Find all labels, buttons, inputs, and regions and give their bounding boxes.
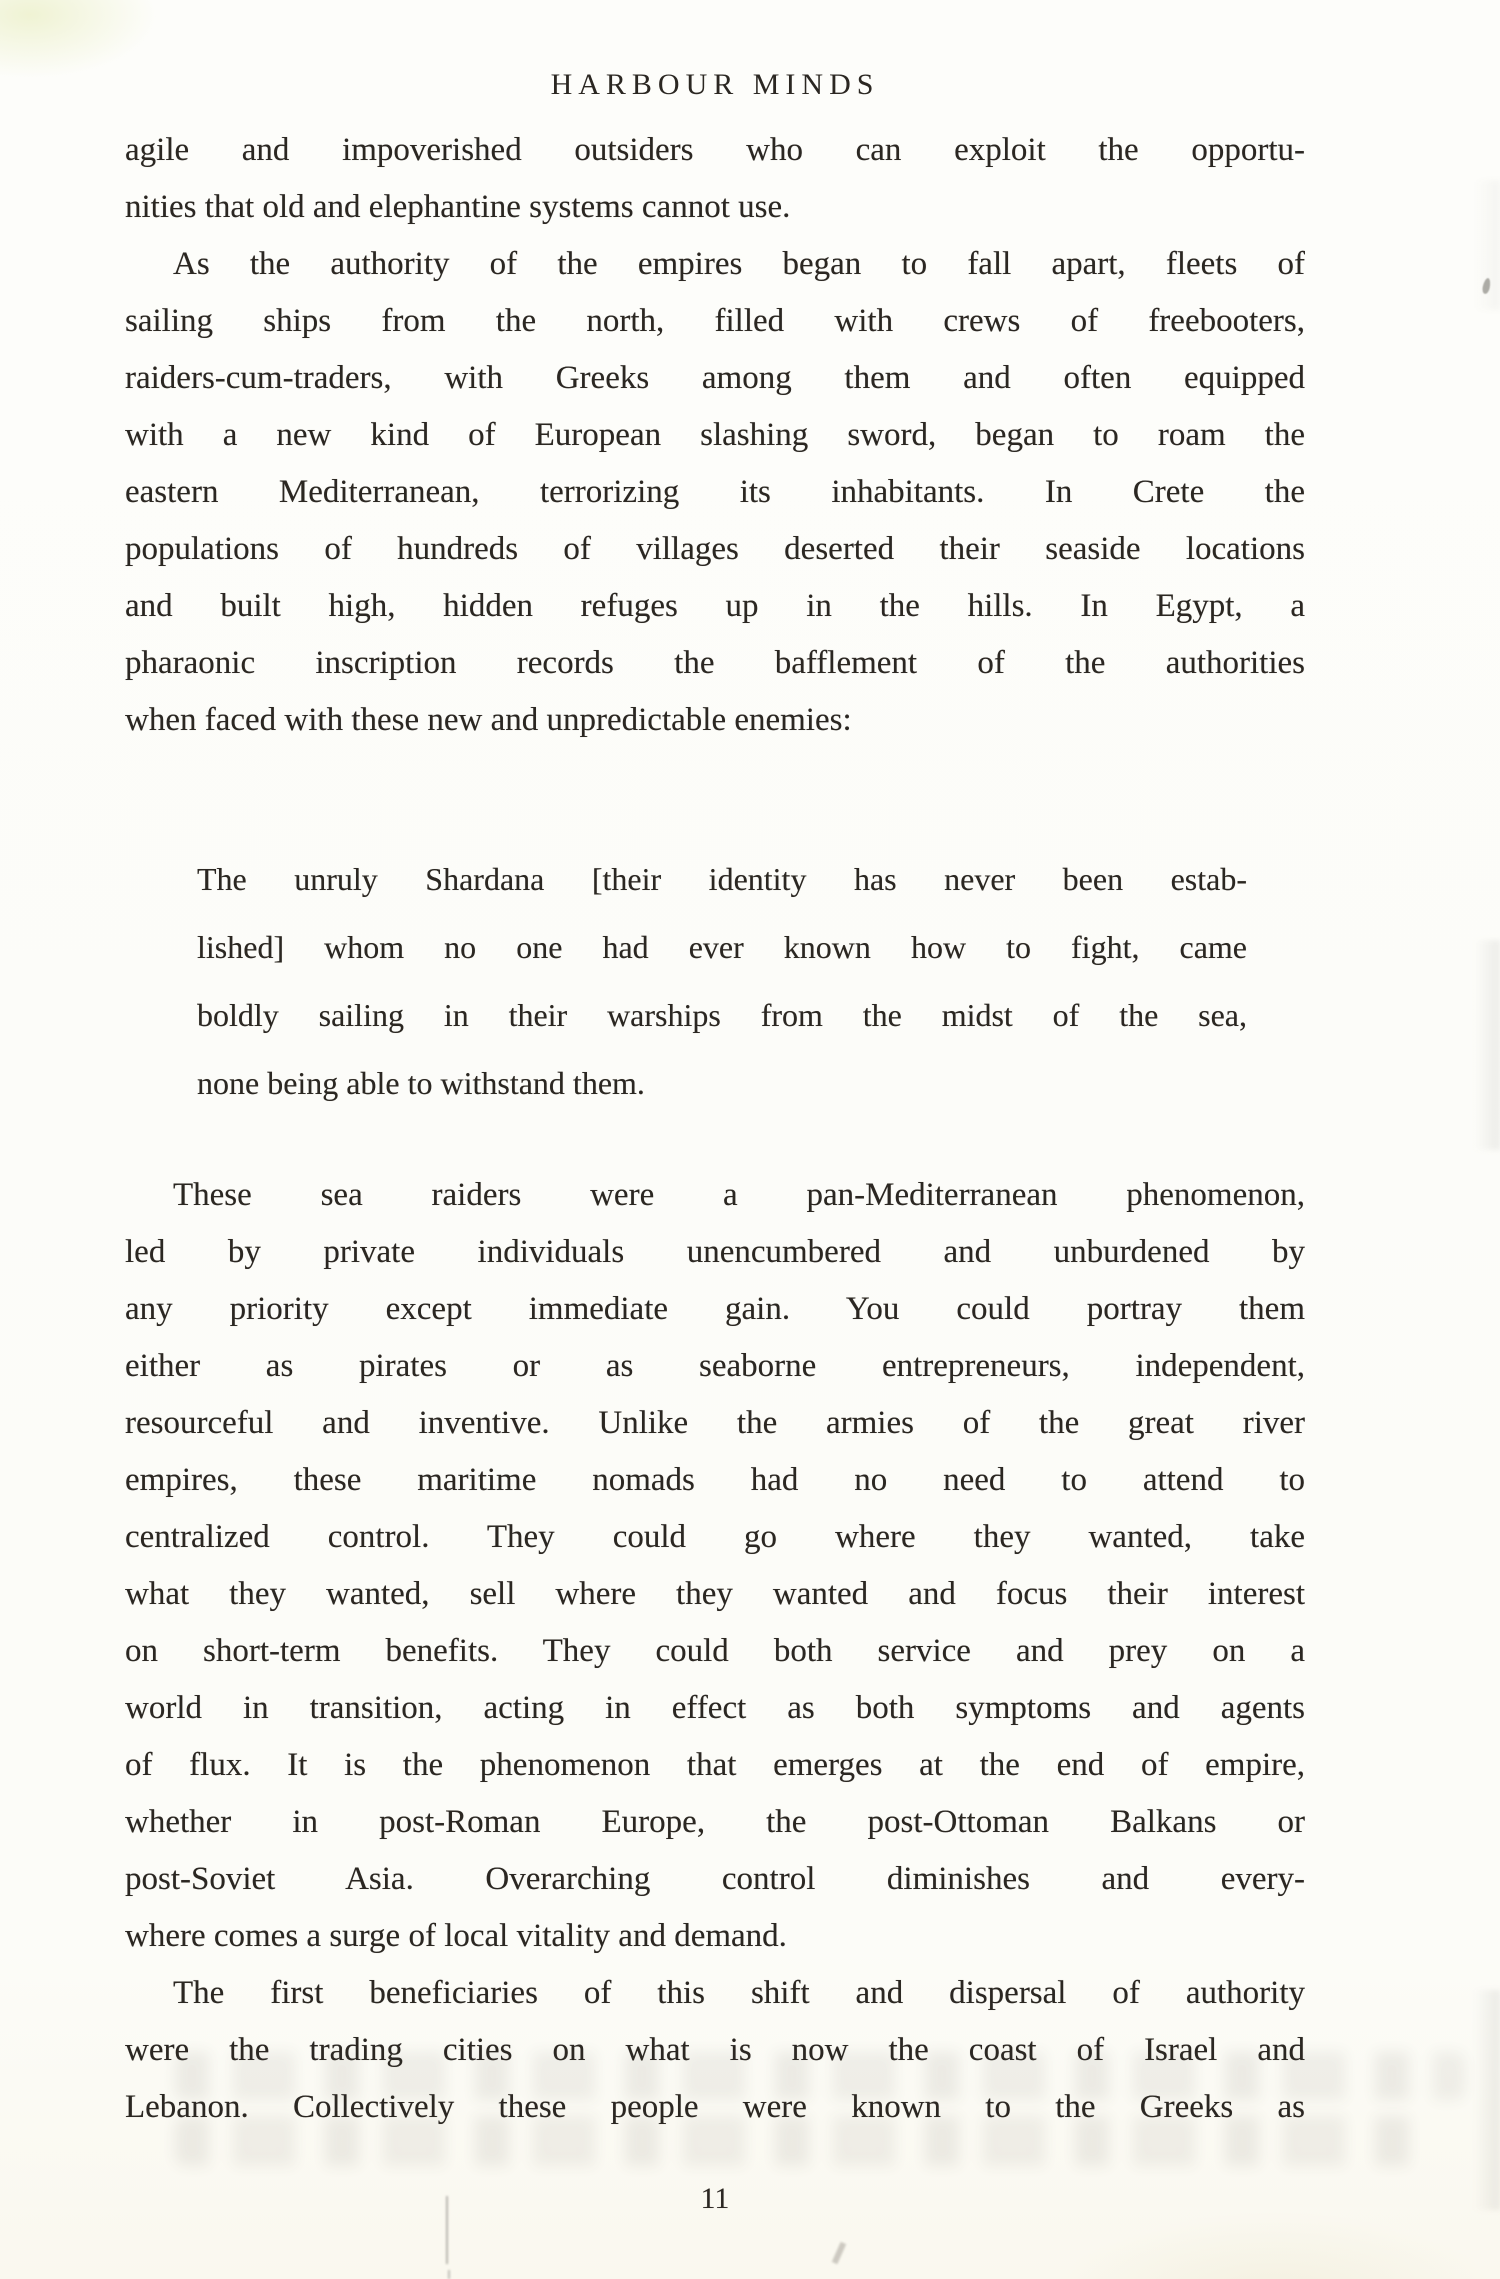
text-line: led by private individuals unencumbered and unburdened by <box>125 1234 1305 1270</box>
text-line: nities that old and elephantine systems cannot use. <box>125 189 791 225</box>
paragraph <box>125 236 1305 749</box>
text-line: These sea raiders were a pan-Mediterranean phenomenon, <box>173 1177 1305 1213</box>
text-line: resourceful and inventive. Unlike the armies of the great river <box>125 1405 1305 1441</box>
text-line: empires, these maritime nomads had no need to attend to <box>125 1462 1305 1498</box>
quote-line: none being able to withstand them. <box>197 1065 645 1101</box>
quote-line: boldly sailing in their warships from the midst of the sea, <box>197 997 1247 1033</box>
page-number: 11 <box>700 2182 730 2215</box>
text-line: world in transition, acting in effect as both symptoms and agents <box>125 1690 1305 1726</box>
scan-smudge <box>832 2242 846 2265</box>
text-line: As the authority of the empires began to fall apart, fleets of <box>173 246 1305 282</box>
text-line: with a new kind of European slashing sword, began to roam the <box>125 417 1305 453</box>
text-line: eastern Mediterranean, terrorizing its inhabitants. In Crete the <box>125 474 1305 510</box>
text-line: any priority except immediate gain. You could portray them <box>125 1291 1305 1327</box>
text-line: populations of hundreds of villages deserted their seaside locations <box>125 531 1305 567</box>
text-line: when faced with these new and unpredictable enemies: <box>125 702 852 738</box>
text-line: and built high, hidden refuges up in the hills. In Egypt, a <box>125 588 1305 624</box>
paragraph <box>125 1167 1305 1965</box>
text-line: raiders-cum-traders, with Greeks among them and often equipped <box>125 360 1305 396</box>
text-line: The first beneficiaries of this shift and dispersal of authority <box>173 1975 1305 2011</box>
running-header: HARBOUR MINDS <box>550 68 880 101</box>
text-line: were the trading cities on what is now the coast of Israel and <box>125 2032 1305 2068</box>
text-line: Lebanon. Collectively these people were known to the Greeks as <box>125 2089 1305 2125</box>
text-line: what they wanted, sell where they wanted and focus their interest <box>125 1576 1305 1612</box>
bleed-through-text <box>175 2116 1415 2166</box>
text-line: of flux. It is the phenomenon that emerges at the end of empire, <box>125 1747 1305 1783</box>
text-line: post-Soviet Asia. Overarching control diminishes and every- <box>125 1861 1305 1897</box>
scan-crease-mark <box>446 2196 448 2264</box>
scan-shadow-right-upper <box>1474 940 1500 1150</box>
text-line: agile and impoverished outsiders who can exploit the opportu- <box>125 132 1305 168</box>
text-line: where comes a surge of local vitality and demand. <box>125 1918 787 1954</box>
quote-line: The unruly Shardana [their identity has never been estab- <box>197 861 1247 897</box>
text-line: pharaonic inscription records the bafflement of the authorities <box>125 645 1305 681</box>
text-line: whether in post-Roman Europe, the post-Ottoman Balkans or <box>125 1804 1305 1840</box>
body-text <box>125 122 1305 2136</box>
scan-shadow-right-lower <box>1474 1990 1500 2210</box>
text-line: sailing ships from the north, filled with crews of freebooters, <box>125 303 1305 339</box>
paragraph <box>125 122 1305 236</box>
quote-line: lished] whom no one had ever known how to fight, came <box>197 929 1247 965</box>
bleed-through-text <box>175 2052 1465 2100</box>
text-line: either as pirates or as seaborne entrepreneurs, independent, <box>125 1348 1305 1384</box>
scan-crease-mark <box>448 2270 450 2279</box>
paragraph <box>125 1965 1305 2136</box>
text-line: on short-term benefits. They could both service and prey on a <box>125 1633 1305 1669</box>
text-line: centralized control. They could go where they wanted, take <box>125 1519 1305 1555</box>
block-quote <box>125 845 1305 1117</box>
